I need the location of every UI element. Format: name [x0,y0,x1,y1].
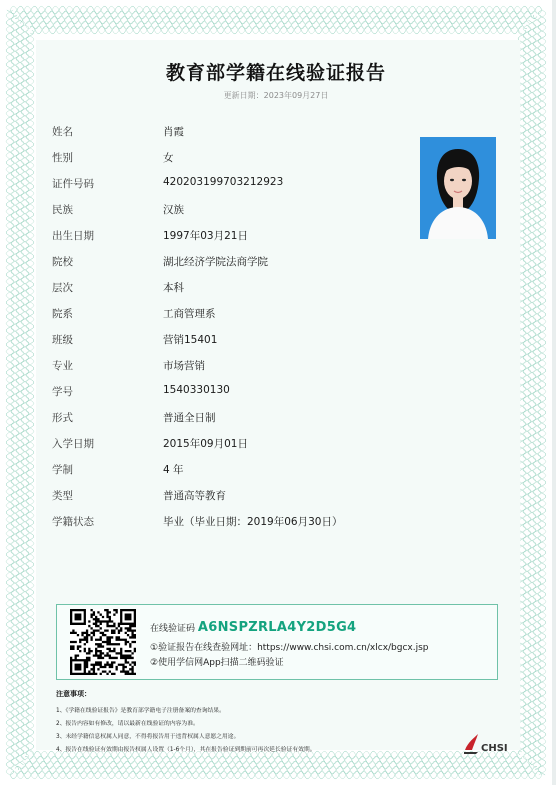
note-item: 2、报告内容如有修改，请以最新在线验证的内容为准。 [56,721,199,727]
field-value: 2015年09月01日 [163,438,248,450]
field-value: 普通全日制 [163,412,216,424]
verification-box [56,604,498,680]
field-value: 420203199703212923 [163,176,284,188]
verification-url-line: ①验证报告在线查验网址：https://www.chsi.com.cn/xlcx/bgcx.jsp [150,643,429,653]
notes-title: 注意事项： [56,690,91,698]
field-value: 女 [163,152,174,164]
field-label: 学籍状态 [52,516,94,528]
field-value: 本科 [163,282,184,294]
field-value: 普通高等教育 [163,490,226,502]
note-item: 4、报告在线验证有效期由报告权属人设置（1-6个月），其在报告验证到期前可再次延长验证有效期。 [56,747,316,753]
report-title: 教育部学籍在线验证报告 [165,62,386,84]
field-label: 层次 [52,282,73,294]
field-label: 院系 [52,308,73,320]
field-value: 1540330130 [163,384,230,396]
chsi-logo [462,730,512,756]
field-label: 姓名 [52,126,73,138]
field-value: 汉族 [163,204,184,216]
field-value: 1997年03月21日 [163,230,248,242]
field-label: 形式 [52,412,73,424]
field-value: 营销15401 [163,334,218,346]
verification-code-line [150,620,356,635]
field-value: 市场营销 [163,360,205,372]
field-value: 毕业（毕业日期：2019年06月30日） [163,516,343,528]
field-label: 学制 [52,464,73,476]
field-label: 出生日期 [52,230,94,242]
field-label: 院校 [52,256,73,268]
qr-code-icon[interactable] [70,609,136,675]
verification-code: A6NSPZRLA4Y2D5G4 [197,620,357,635]
field-label: 性别 [52,152,73,164]
field-label: 入学日期 [52,438,94,450]
verification-code-label: 在线验证码 [150,624,196,634]
field-label: 专业 [52,360,73,372]
verification-app-line: ②使用学信网App扫描二维码验证 [150,658,284,668]
update-date: 更新日期：2023年09月27日 [223,91,329,100]
field-value: 4 年 [163,464,184,476]
field-value: 工商管理系 [163,308,216,320]
field-label: 班级 [52,334,73,346]
field-label: 学号 [52,386,73,398]
field-label: 类型 [52,490,73,502]
note-item: 1、《学籍在线验证报告》是教育部学籍电子注册备案的查询结果。 [56,708,225,714]
student-photo [420,137,496,239]
note-item: 3、未经学籍信息权属人同意，不得将报告用于违背权属人意愿之用途。 [56,734,240,740]
field-label: 证件号码 [52,178,94,190]
field-value: 湖北经济学院法商学院 [163,256,268,268]
field-label: 民族 [52,204,73,216]
field-value: 肖霞 [163,126,184,138]
svg-text:CHSI: CHSI [481,743,508,754]
